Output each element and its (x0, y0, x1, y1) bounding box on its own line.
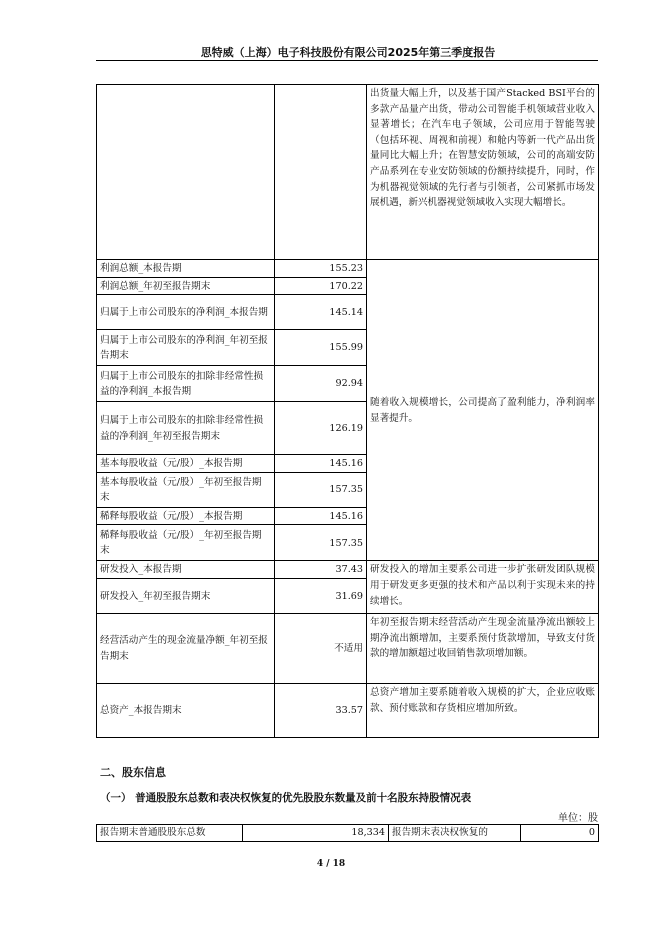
table-row (97, 683, 599, 737)
shareholder-count-table (96, 824, 599, 842)
item-value: 92.94 (275, 366, 367, 402)
reason-rd: 研发投入的增加主要系公司进一步扩张研发团队规模用于研发更多更强的技术和产品以利于实现未来的持续增长。 (367, 561, 599, 614)
item-label: 基本每股收益（元/股）_本报告期 (97, 455, 275, 473)
preferred-holders-label: 报告期末表决权恢复的 (389, 825, 521, 842)
item-value: 145.16 (275, 455, 367, 473)
header-divider (96, 60, 598, 61)
table-row (97, 85, 599, 260)
subsection-title: （一） 普通股股东总数和表决权恢复的优先股股东数量及前十名股东持股情况表 (100, 792, 472, 804)
item-value: 33.57 (275, 683, 367, 737)
section-title-shareholders: 二、股东信息 (100, 766, 166, 779)
empty-cell (275, 85, 367, 260)
common-holders-label: 报告期末普通股股东总数 (97, 825, 243, 842)
item-value: 31.69 (275, 578, 367, 613)
reason-cash: 年初至报告期末经营活动产生现金流量净流出额较上期净流出额增加，主要系预付货款增加，导致支付货款的增加额超过收回销售款项增加额。 (367, 613, 599, 683)
item-value: 145.14 (275, 295, 367, 330)
item-value: 37.43 (275, 561, 367, 579)
indicator-change-table (96, 84, 599, 738)
table-row (97, 613, 599, 683)
item-value: 170.22 (275, 277, 367, 295)
item-value: 126.19 (275, 402, 367, 455)
empty-cell (97, 85, 275, 260)
item-label: 研发投入_本报告期 (97, 561, 275, 579)
item-label: 归属于上市公司股东的扣除非经常性损益的净利润_年初至报告期末 (97, 402, 275, 455)
item-label: 基本每股收益（元/股）_年初至报告期末 (97, 472, 275, 507)
item-label: 归属于上市公司股东的净利润_本报告期 (97, 295, 275, 330)
item-value: 145.16 (275, 507, 367, 525)
common-holders-value: 18,334 (243, 825, 389, 842)
reason-assets: 总资产增加主要系随着收入规模的扩大，企业应收账款、预付账款和存货相应增加所致。 (367, 683, 599, 737)
table-row (97, 260, 599, 278)
reason-profit: 随着收入规模增长，公司提高了盈利能力，净利润率显著提升。 (367, 260, 599, 561)
item-label: 利润总额_年初至报告期末 (97, 277, 275, 295)
page-number: 4 / 18 (316, 859, 346, 869)
preferred-holders-value: 0 (521, 825, 599, 842)
table-row (97, 561, 599, 579)
reason-revenue-cont: 出货量大幅上升，以及基于国产Stacked BSI平台的多款产品量产出货，带动公司智能手机领域营业收入显著增长；在汽车电子领域，公司应用于智能驾驶（包括环视、周视和前视）和舱内等新一代产品出货量同比大幅上升；在智慧安防领域，公司的高端安防产品系列在专业安防领域的份额持续提升，同时，作为机器视觉领域的先行者与引领者，公司紧抓市场发展机遇，新兴机器视觉领域收入实现大幅增长。 (367, 85, 599, 260)
item-label: 归属于上市公司股东的扣除非经常性损益的净利润_本报告期 (97, 366, 275, 402)
item-label: 经营活动产生的现金流量净额_年初至报告期末 (97, 613, 275, 683)
page-header-title: 思特威（上海）电子科技股份有限公司2025年第三季度报告 (200, 46, 496, 59)
item-label: 归属于上市公司股东的净利润_年初至报告期末 (97, 330, 275, 366)
item-value: 155.23 (275, 260, 367, 278)
item-label: 稀释每股收益（元/股）_本报告期 (97, 507, 275, 525)
item-value: 155.99 (275, 330, 367, 366)
item-value: 不适用 (275, 613, 367, 683)
table-row (97, 825, 599, 842)
item-label: 稀释每股收益（元/股）_年初至报告期末 (97, 525, 275, 561)
item-value: 157.35 (275, 525, 367, 561)
item-label: 总资产_本报告期末 (97, 683, 275, 737)
item-label: 研发投入_年初至报告期末 (97, 578, 275, 613)
item-label: 利润总额_本报告期 (97, 260, 275, 278)
item-value: 157.35 (275, 472, 367, 507)
unit-label: 单位：股 (558, 813, 598, 824)
